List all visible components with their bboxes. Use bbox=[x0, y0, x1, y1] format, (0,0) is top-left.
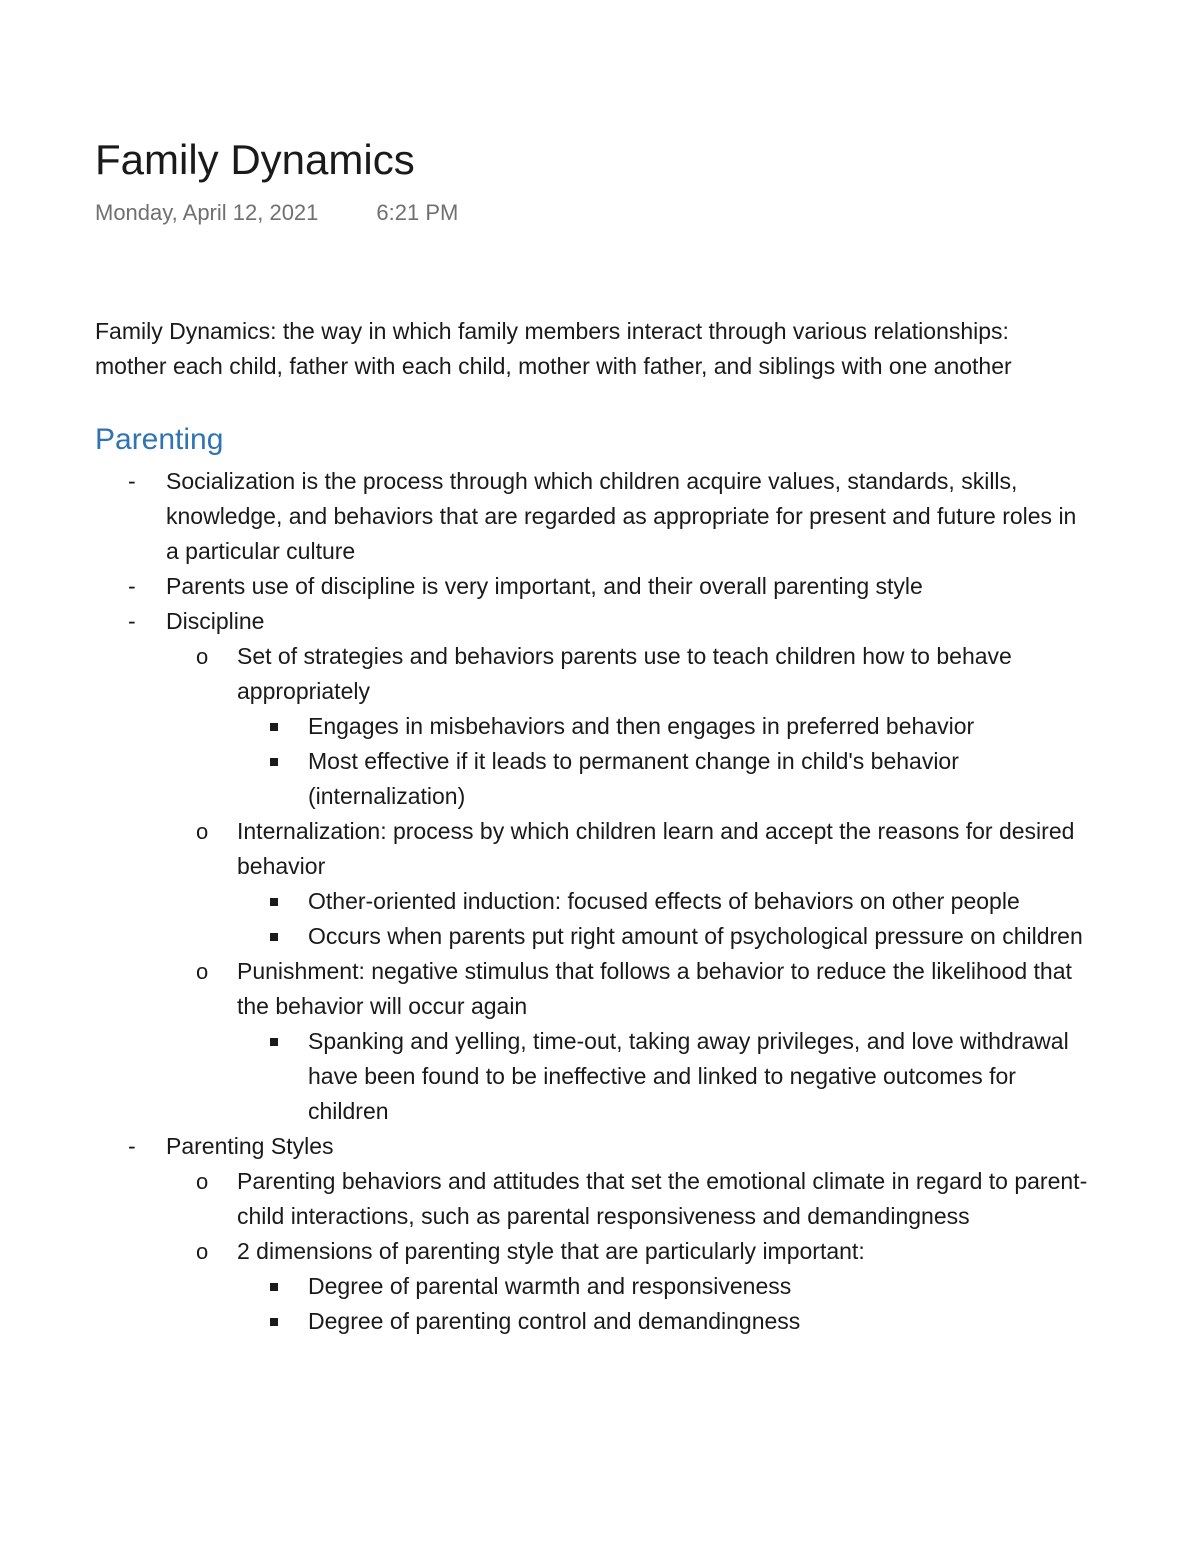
circle-bullet: o bbox=[196, 819, 209, 844]
bullet-list-level3 bbox=[237, 709, 1095, 814]
square-bullet bbox=[270, 1283, 278, 1291]
list-item-text: Degree of parenting control and demandingness bbox=[308, 1308, 801, 1334]
list-item bbox=[237, 919, 1095, 954]
note-time: 6:21 PM bbox=[376, 200, 459, 225]
list-item-text: Occurs when parents put right amount of psychological pressure on children bbox=[308, 923, 1083, 949]
list-item-text: Parenting Styles bbox=[166, 1133, 334, 1159]
list-item-text: Other-oriented induction: focused effects of behaviors on other people bbox=[308, 888, 1020, 914]
intro-paragraph: Family Dynamics: the way in which family members interact through various relationships: mother each child, father with each child, mother with father, and siblings with one another bbox=[95, 318, 1012, 379]
bullet-list-level1 bbox=[95, 464, 1095, 1339]
list-item-text: Discipline bbox=[166, 608, 265, 634]
list-item bbox=[95, 464, 1095, 569]
list-item-text: Spanking and yelling, time-out, taking away privileges, and love withdrawal have been found to be ineffective and linked to negative outcomes for children bbox=[308, 1028, 1069, 1124]
list-item bbox=[166, 639, 1095, 814]
list-item-text: 2 dimensions of parenting style that are particularly important: bbox=[237, 1238, 865, 1264]
list-item-text: Set of strategies and behaviors parents use to teach children how to behave appropriately bbox=[237, 643, 1012, 704]
square-bullet bbox=[270, 1038, 278, 1046]
circle-bullet: o bbox=[196, 644, 209, 669]
parenting-outline bbox=[95, 464, 1095, 1432]
bullet-list-level3 bbox=[237, 884, 1095, 954]
square-bullet bbox=[270, 898, 278, 906]
page-title: Family Dynamics bbox=[95, 136, 415, 183]
bullet-list-level3 bbox=[237, 1269, 1095, 1339]
list-item bbox=[237, 744, 1095, 814]
list-item-text: Engages in misbehaviors and then engages in preferred behavior bbox=[308, 713, 975, 739]
dash-bullet: - bbox=[128, 468, 136, 494]
square-bullet bbox=[270, 933, 278, 941]
list-item bbox=[237, 1269, 1095, 1304]
bullet-list-level3 bbox=[237, 1024, 1095, 1129]
dash-bullet: - bbox=[128, 608, 136, 634]
list-item bbox=[166, 814, 1095, 954]
note-timestamp bbox=[95, 198, 458, 228]
square-bullet bbox=[270, 758, 278, 766]
list-item bbox=[166, 1234, 1095, 1339]
list-item bbox=[95, 1129, 1095, 1339]
note-date: Monday, April 12, 2021 bbox=[95, 200, 319, 225]
list-item-text: Punishment: negative stimulus that follows a behavior to reduce the likelihood that the behavior will occur again bbox=[237, 958, 1072, 1019]
list-item-text: Socialization is the process through which children acquire values, standards, skills, knowledge, and behaviors that are regarded as appropriate for present and future roles in a particular culture bbox=[166, 468, 1077, 564]
bullet-list-level2 bbox=[166, 639, 1095, 1129]
bullet-list-level2 bbox=[166, 1164, 1095, 1339]
section-heading-parenting: Parenting bbox=[95, 423, 224, 456]
circle-bullet: o bbox=[196, 1169, 209, 1194]
dash-bullet: - bbox=[128, 1133, 136, 1159]
circle-bullet: o bbox=[196, 1239, 209, 1264]
list-item bbox=[95, 604, 1095, 1129]
circle-bullet: o bbox=[196, 959, 209, 984]
list-item bbox=[166, 1164, 1095, 1234]
dash-bullet: - bbox=[128, 573, 136, 599]
list-item bbox=[95, 569, 1095, 604]
list-item bbox=[237, 1304, 1095, 1339]
list-item-text: Most effective if it leads to permanent change in child's behavior (internalization) bbox=[308, 748, 959, 809]
list-item-text: Degree of parental warmth and responsiveness bbox=[308, 1273, 792, 1299]
list-item-text: Internalization: process by which children learn and accept the reasons for desired behavior bbox=[237, 818, 1075, 879]
list-item bbox=[237, 1024, 1095, 1129]
list-item-text: Parents use of discipline is very important, and their overall parenting style bbox=[166, 573, 923, 599]
list-item bbox=[237, 884, 1095, 919]
square-bullet bbox=[270, 723, 278, 731]
list-item-text: Parenting behaviors and attitudes that set the emotional climate in regard to parent-child interactions, such as parental responsiveness and demandingness bbox=[237, 1168, 1088, 1229]
list-item bbox=[237, 709, 1095, 744]
square-bullet bbox=[270, 1318, 278, 1326]
list-item bbox=[166, 954, 1095, 1129]
